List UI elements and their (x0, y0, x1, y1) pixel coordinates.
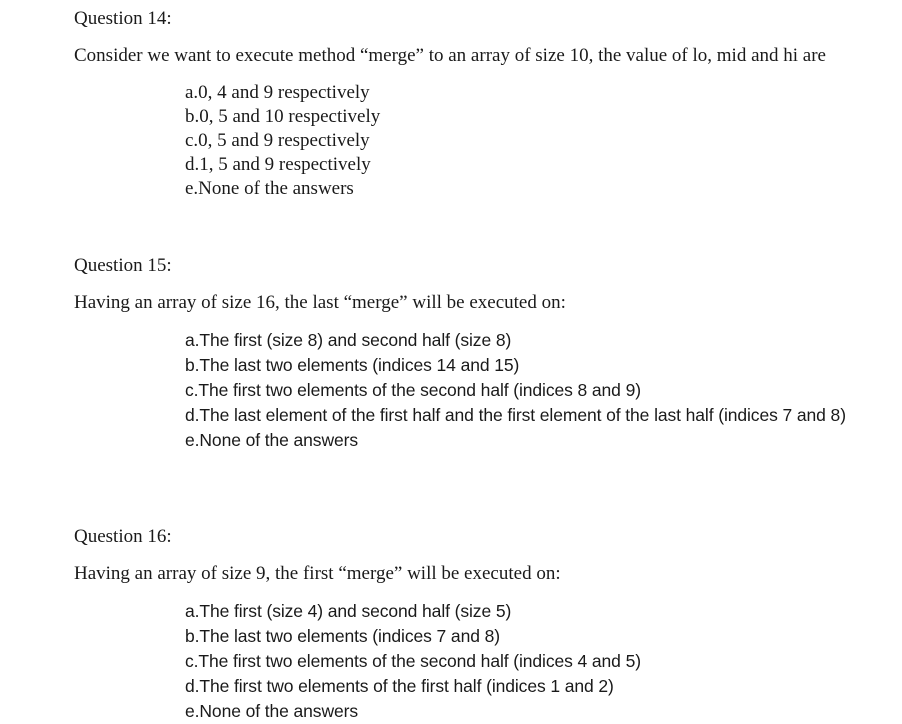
option-a[interactable] (185, 328, 874, 353)
option-label: c.0, 5 and 9 respectively (185, 130, 370, 151)
option-label: a.The first (size 8) and second half (size 8) (185, 330, 512, 350)
question-14 (74, 7, 874, 201)
option-c[interactable] (185, 378, 874, 403)
option-label: d.The last element of the first half and the first element of the last half (indices 7 and 8) (185, 405, 846, 425)
option-e[interactable] (185, 177, 874, 201)
question-prompt: Consider we want to execute method “merge” to an array of size 10, the value of lo, mid and hi are (74, 45, 826, 66)
option-d[interactable] (185, 674, 874, 699)
answer-options (74, 81, 874, 201)
option-d[interactable] (185, 403, 874, 428)
option-label: b.The last two elements (indices 7 and 8) (185, 626, 500, 646)
question-heading: Question 14: (74, 8, 172, 29)
question-16 (74, 525, 874, 724)
option-label: a.The first (size 4) and second half (size 5) (185, 601, 512, 621)
option-b[interactable] (185, 353, 874, 378)
option-label: c.The first two elements of the second half (indices 8 and 9) (185, 380, 641, 400)
option-c[interactable] (185, 129, 874, 153)
option-c[interactable] (185, 649, 874, 674)
option-b[interactable] (185, 624, 874, 649)
question-heading: Question 15: (74, 255, 172, 276)
question-prompt: Having an array of size 9, the first “merge” will be executed on: (74, 563, 561, 584)
option-label: e.None of the answers (185, 701, 359, 721)
option-label: a.0, 4 and 9 respectively (185, 82, 370, 103)
option-e[interactable] (185, 699, 874, 724)
answer-options (74, 599, 874, 724)
option-label: d.The first two elements of the first half (indices 1 and 2) (185, 676, 614, 696)
question-15 (74, 254, 874, 453)
option-label: b.0, 5 and 10 respectively (185, 106, 381, 127)
option-label: e.None of the answers (185, 430, 359, 450)
option-e[interactable] (185, 428, 874, 453)
option-label: d.1, 5 and 9 respectively (185, 154, 371, 175)
option-label: c.The first two elements of the second half (indices 4 and 5) (185, 651, 641, 671)
question-prompt: Having an array of size 16, the last “merge” will be executed on: (74, 292, 566, 313)
question-heading: Question 16: (74, 526, 172, 547)
option-label: e.None of the answers (185, 178, 354, 199)
option-d[interactable] (185, 153, 874, 177)
option-a[interactable] (185, 599, 874, 624)
option-label: b.The last two elements (indices 14 and 15) (185, 355, 520, 375)
option-a[interactable] (185, 81, 874, 105)
answer-options (74, 328, 874, 453)
option-b[interactable] (185, 105, 874, 129)
